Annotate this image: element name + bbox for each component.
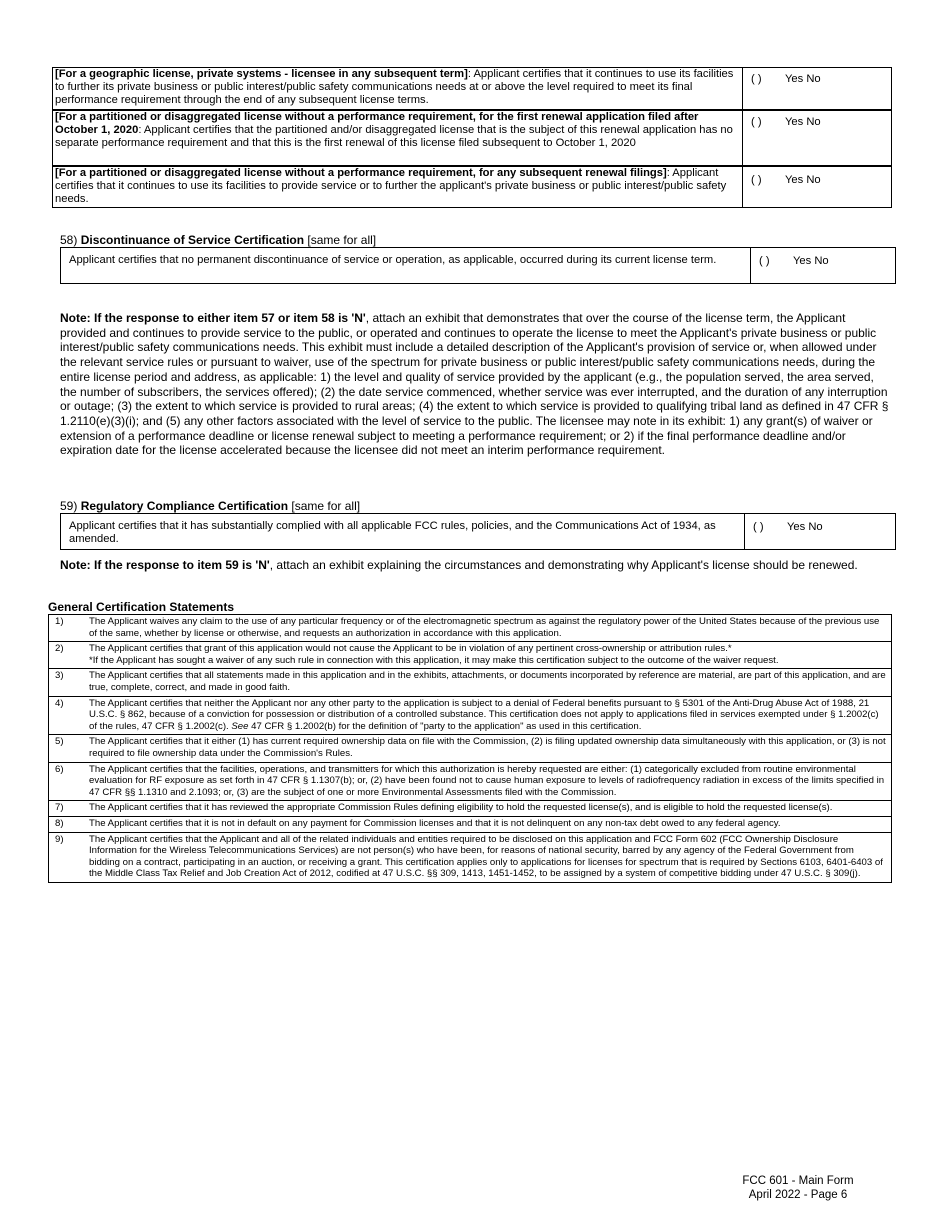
yes-no-answer[interactable]: ( ) Yes No xyxy=(751,248,896,284)
yes-no-answer[interactable]: ( ) Yes No xyxy=(743,110,892,166)
certification-statement: [For a partitioned or disaggregated license without a performance requirement, for the first renewal application filed after October 1, 2020: Applicant certifies that the partitioned and/or disaggregated license that is the subject of this renewal application has no separate performance requirement and that this is the first renewal of this license filed subsequent to October 1, 2020 xyxy=(53,110,743,166)
table-row: 7) The Applicant certifies that it has reviewed the appropriate Commission Rules defining eligibility to hold the requested license(s), and is eligible to hold the requested license(s). xyxy=(49,801,892,817)
table-row: 5) The Applicant certifies that it either (1) has current required ownership data on file with the Commission, (2) is filing updated ownership data simultaneously with this application, or (3) is not required to file ownership data under the Commission's Rules. xyxy=(49,735,892,762)
table-row: 8) The Applicant certifies that it is not in default on any payment for Commission licenses and that it is not delinquent on any non-tax debt owed to any federal agency. xyxy=(49,816,892,832)
item-59-heading: 59) Regulatory Compliance Certification [same for all] xyxy=(60,499,361,513)
yes-no-answer[interactable]: ( ) Yes No xyxy=(743,68,892,110)
item-58-heading: 58) Discontinuance of Service Certification [same for all] xyxy=(60,233,377,247)
form-name: FCC 601 - Main Form xyxy=(742,1175,854,1187)
page-number: April 2022 - Page 6 xyxy=(748,1189,848,1201)
certification-statement: [For a geographic license, private systems - licensee in any subsequent term]: Applicant certifies that it continues to use its facilities to further its private business or public interest/public safety communications needs at or above the level required to meet its final performance requirement through the end of any subsequent license terms. xyxy=(53,68,743,110)
item-59-box xyxy=(60,513,896,550)
general-certification-heading: General Certification Statements xyxy=(48,600,235,614)
page-footer xyxy=(728,1174,868,1202)
certification-statement: [For a partitioned or disaggregated license without a performance requirement, for any subsequent renewal filings]: Applicant certifies that it continues to use its facilities to provide service or to further the applicant's private business or public interest/public safety needs. xyxy=(53,166,743,208)
performance-certification-table xyxy=(52,67,892,208)
note-items-57-58: Note: If the response to either item 57 or item 58 is 'N', attach an exhibit that demonstrates that over the course of the license term, the Applicant provided and continues to provide service to the public, or operated and continues to operate the license to meet the Applicant's private business or public interest/public safety communications needs. This exhibit must include a detailed description of the Applicant's provision of service or, when allowed under the relevant service rules or pursuant to waiver, use of the spectrum for private business or public interest/public safety communications needs, during the entire license period and address, as applicable: 1) the level and quality of service provided by the applicant (e.g., the population served, the area served, the number of subscribers, the services offered); (2) the date service commenced, whether service was ever interrupted, and the duration of any interruption or outage; (3) the extent to which service is provided to rural areas; (4) the extent to which service is provided to qualifying tribal land as defined in 47 CFR § 1.2110(e)(3)(i); and (5) any other factors associated with the level of service to the public. The licensee may note in its exhibit: 1) any grant(s) of waiver or extension of a performance deadline or license renewal subject to meeting a performance requirement; or 2) if the final performance deadline and/or expiration date for the license accelerated because the licensee did not meet an interim performance requirement. xyxy=(60,311,889,458)
table-row: 2) The Applicant certifies that grant of this application would not cause the Applicant to be in violation of any pertinent cross-ownership or attribution rules.* *If the Applicant has sought a waiver of any such rule in connection with this application, it may make this certification subject to the outcome of the waiver request. xyxy=(49,642,892,669)
table-row: 6) The Applicant certifies that the facilities, operations, and transmitters for which this authorization is hereby requested are either: (1) categorically excluded from routine environmental evaluation for RF exposure as set forth in 47 CFR § 1.1307(b); or, (2) have been found not to cause human exposure to levels of radiofrequency radiation in excess of the limits specified in 47 CFR §§ 1.1310 and 2.1093; or, (3) are the subject of one or more Environmental Assessments filed with the Commission. xyxy=(49,762,892,801)
item-58-statement: Applicant certifies that no permanent discontinuance of service or operation, as applicable, occurred during its current license term. xyxy=(61,248,751,284)
general-certification-table xyxy=(48,614,892,883)
item-58-box xyxy=(60,247,896,284)
table-row: 4) The Applicant certifies that neither the Applicant nor any other party to the application is subject to a denial of Federal benefits pursuant to § 5301 of the Anti-Drug Abuse Act of 1988, 21 U.S.C. § 862, because of a conviction for possession or distribution of a controlled substance. This certification does not apply to applications filed in services exempted under § 1.2002(c) of the rules, 47 CFR § 1.2002(c). See 47 CFR § 1.2002(b) for the definition of "party to the application" as used in this certification. xyxy=(49,696,892,735)
yes-no-answer[interactable]: ( ) Yes No xyxy=(743,166,892,208)
table-row: 3) The Applicant certifies that all statements made in this application and in the exhibits, attachments, or documents incorporated by reference are material, are part of this application, and are true, complete, correct, and made in good faith. xyxy=(49,669,892,696)
note-item-59: Note: If the response to item 59 is 'N', attach an exhibit explaining the circumstances and demonstrating why Applicant's license should be renewed. xyxy=(60,558,858,572)
item-59-statement: Applicant certifies that it has substantially complied with all applicable FCC rules, policies, and the Communications Act of 1934, as amended. xyxy=(61,514,745,550)
yes-no-answer[interactable]: ( ) Yes No xyxy=(745,514,896,550)
table-row: 1) The Applicant waives any claim to the use of any particular frequency or of the electromagnetic spectrum as against the regulatory power of the United States because of the previous use of the same, whether by license or otherwise, and requests an authorization in accordance with this application. xyxy=(49,615,892,642)
table-row: 9) The Applicant certifies that the Applicant and all of the related individuals and entities required to be disclosed on this application and FCC Form 602 (FCC Ownership Disclosure Information for the Wireless Telecommunications Services) are not person(s) who have been, for reasons of national security, barred by any agency of the Federal Government from bidding on a contract, participating in an auction, or receiving a grant. This certification applies only to applications for licenses for spectrum that is required by Sections 6103, 6401-6403 of the Middle Class Tax Relief and Job Creation Act of 2012, codified at 47 U.S.C. §§ 309, 1413, 1451-1452, to be assigned by a system of competitive bidding under 47 U.S.C. § 309(j). xyxy=(49,832,892,882)
